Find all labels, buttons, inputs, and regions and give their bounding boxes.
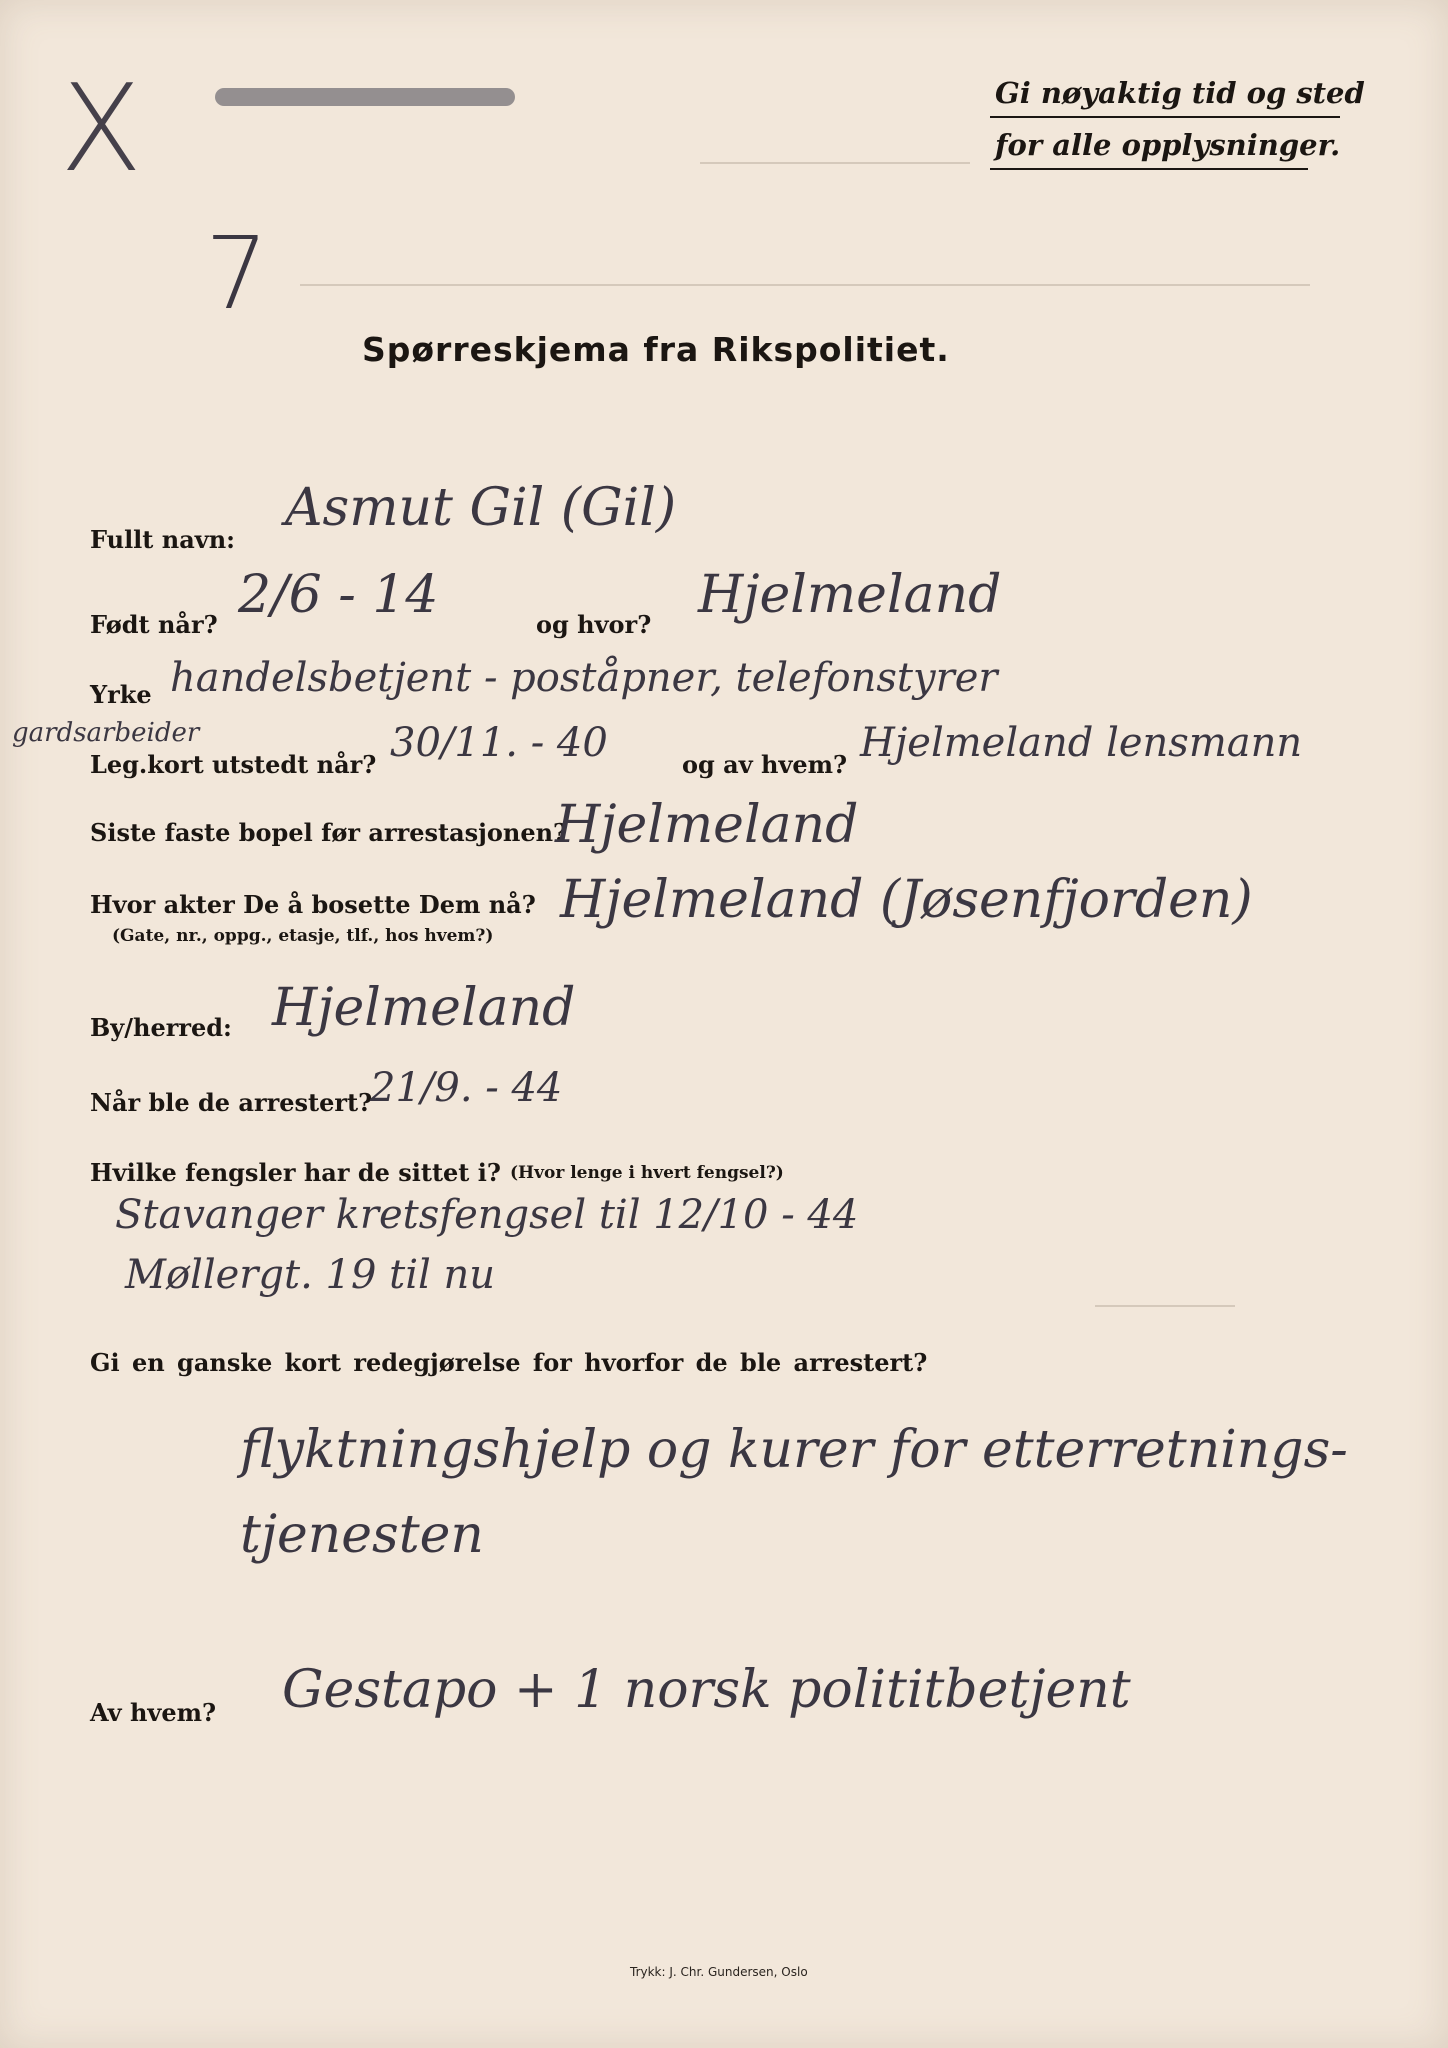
arrested-when-label: Når ble de arrestert? bbox=[90, 1088, 373, 1117]
instruction-line-2: for alle opplysninger. bbox=[995, 128, 1341, 162]
corner-mark-seven: 7 bbox=[205, 215, 269, 332]
arrested-by-value: Gestapo + 1 norsk polititbetjent bbox=[282, 1660, 1131, 1720]
reason-label: Gi en ganske kort redegjørelse for hvorfor de ble arrestert? bbox=[90, 1348, 928, 1377]
instruction-line-1: Gi nøyaktig tid og sted bbox=[995, 76, 1365, 110]
municipality-label: By/herred: bbox=[90, 1013, 232, 1042]
occupation-label: Yrke bbox=[90, 680, 152, 709]
id-card-by-value: Hjelmeland lensmann bbox=[860, 720, 1303, 766]
struck-out-scribble bbox=[215, 88, 515, 106]
prisons-line-2: Møllergt. 19 til nu bbox=[125, 1252, 496, 1298]
printer-credit: Trykk: J. Chr. Gundersen, Oslo bbox=[630, 1965, 808, 1979]
born-where-label: og hvor? bbox=[536, 610, 652, 639]
bleed-through-line bbox=[300, 284, 1310, 286]
corner-mark-x: X bbox=[60, 60, 143, 199]
occupation-margin-note: gardsarbeider bbox=[12, 718, 200, 748]
prisons-label: Hvilke fengsler har de sittet i? bbox=[90, 1158, 501, 1187]
bleed-through-line bbox=[1095, 1305, 1235, 1307]
settle-value: Hjelmeland (Jøsenfjorden) bbox=[560, 870, 1253, 930]
prisons-line-1: Stavanger kretsfengsel til 12/10 - 44 bbox=[115, 1192, 859, 1238]
reason-line-1: flyktningshjelp og kurer for etterretnings- bbox=[240, 1420, 1348, 1480]
id-card-by-label: og av hvem? bbox=[682, 750, 848, 779]
last-residence-label: Siste faste bopel før arrestasjonen? bbox=[90, 818, 568, 847]
full-name-value: Asmut Gil (Gil) bbox=[285, 478, 677, 538]
born-when-value: 2/6 - 14 bbox=[238, 565, 439, 625]
instruction-underline-2 bbox=[990, 168, 1308, 170]
bleed-through-line bbox=[700, 162, 970, 164]
born-where-value: Hjelmeland bbox=[698, 565, 1002, 625]
prisons-sublabel: (Hvor lenge i hvert fengsel?) bbox=[510, 1163, 784, 1183]
id-card-when-value: 30/11. - 40 bbox=[390, 720, 608, 766]
full-name-label: Fullt navn: bbox=[90, 525, 235, 554]
municipality-value: Hjelmeland bbox=[272, 978, 576, 1038]
settle-label: Hvor akter De å bosette Dem nå? bbox=[90, 890, 536, 919]
born-when-label: Født når? bbox=[90, 610, 218, 639]
settle-sublabel: (Gate, nr., oppg., etasje, tlf., hos hvem?) bbox=[112, 926, 494, 946]
last-residence-value: Hjelmeland bbox=[555, 795, 859, 855]
instruction-underline-1 bbox=[990, 116, 1340, 118]
occupation-value: handelsbetjent - poståpner, telefonstyrer bbox=[170, 655, 998, 701]
reason-line-2: tjenesten bbox=[240, 1505, 484, 1565]
id-card-when-label: Leg.kort utstedt når? bbox=[90, 750, 377, 779]
arrested-when-value: 21/9. - 44 bbox=[370, 1065, 563, 1111]
form-title: Spørreskjema fra Rikspolitiet. bbox=[362, 330, 950, 369]
arrested-by-label: Av hvem? bbox=[90, 1698, 217, 1727]
